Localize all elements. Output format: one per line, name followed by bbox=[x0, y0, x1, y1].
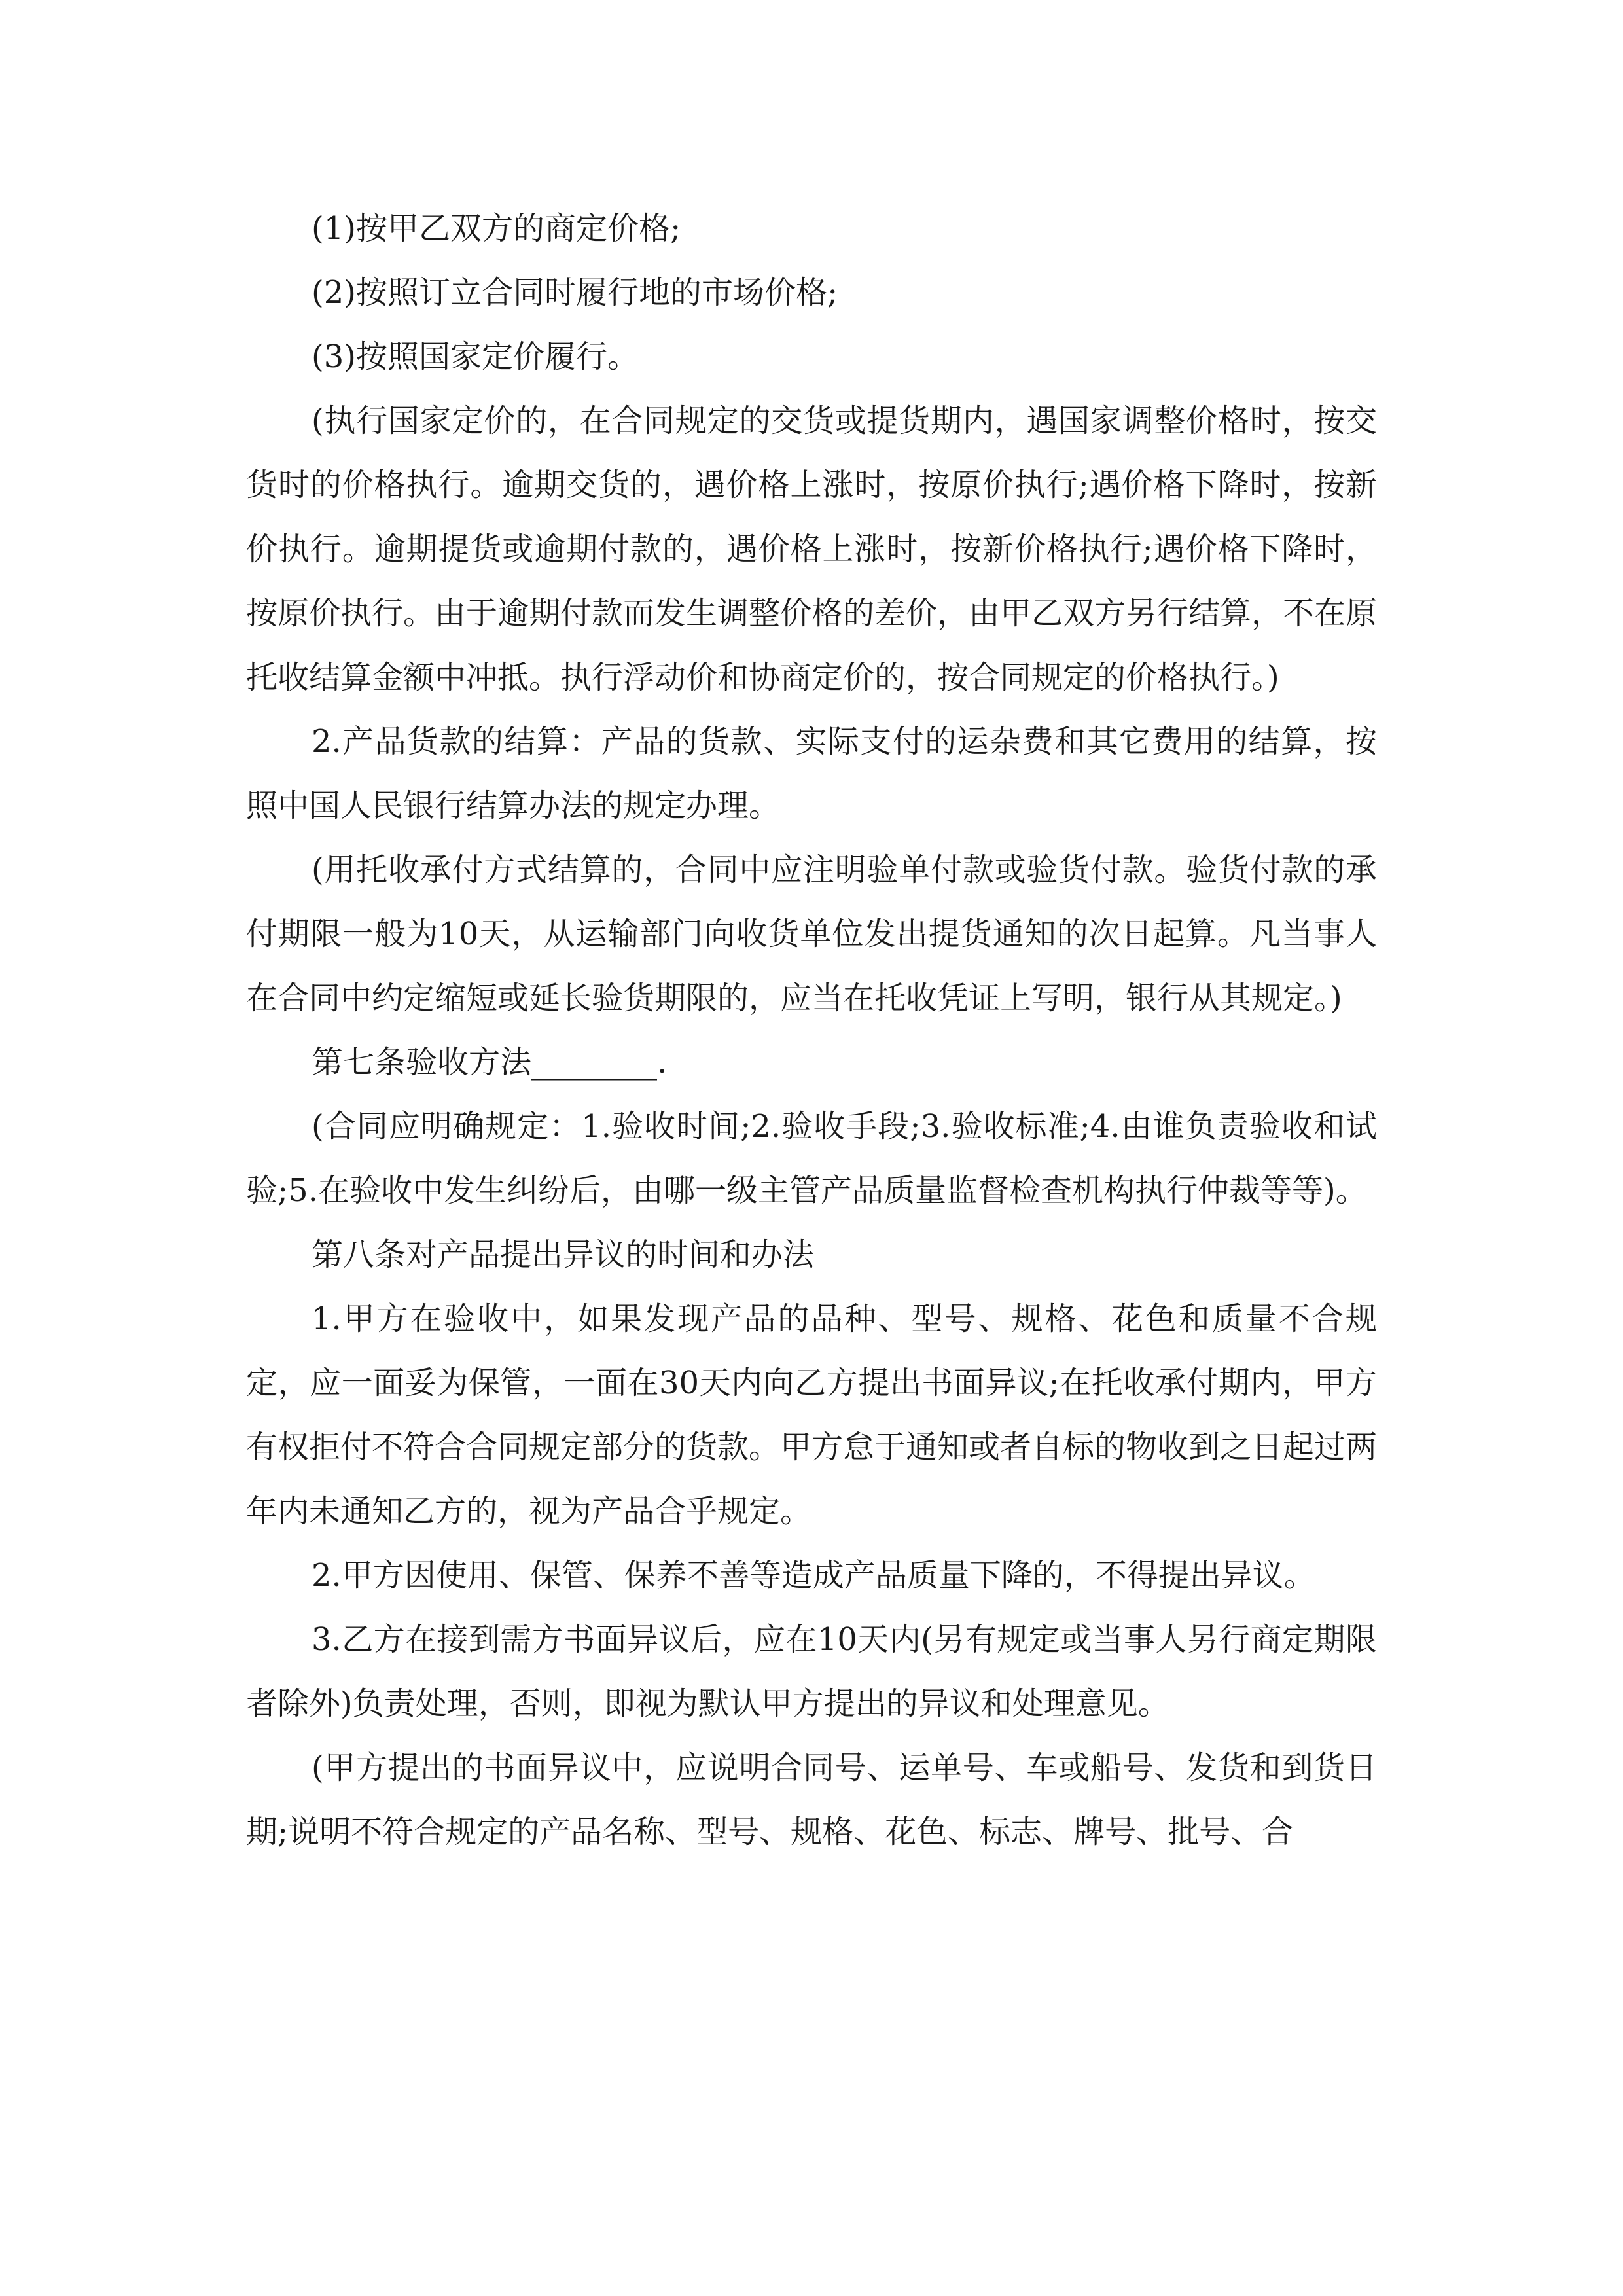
paragraph-price-option-2: (2)按照订立合同时履行地的市场价格; bbox=[312, 274, 838, 311]
paragraph-price-option-3: (3)按照国家定价履行。 bbox=[312, 338, 639, 375]
paragraph-objection-1: 1.甲方在验收中，如果发现产品的品种、型号、规格、花色和质量不合规定，应一面妥为保管，一面在30天内向乙方提出书面异议;在托收承付期内，甲方有权拒付不符合合同规定部分的货款。甲方怠于通知或者自标的物收到之日起过两年内未通知乙方的，视为产品合乎规定。 bbox=[246, 1300, 1378, 1530]
paragraph-objection-2: 2.甲方因使用、保管、保养不善等造成产品质量下降的，不得提出异议。 bbox=[312, 1557, 1315, 1594]
document-page bbox=[246, 196, 1377, 1864]
paragraph-collection-note: (用托收承付方式结算的，合同中应注明验单付款或验货付款。验货付款的承付期限一般为10天，从运输部门向收货单位发出提货通知的次日起算。凡当事人在合同中约定缩短或延长验货期限的，应当在托收凭证上写明，银行从其规定。) bbox=[246, 852, 1377, 1016]
heading-article-7: 第七条验收方法________. bbox=[312, 1044, 668, 1081]
paragraph-objection-note: (甲方提出的书面异议中，应说明合同号、运单号、车或船号、发货和到货日期;说明不符合规定的产品名称、型号、规格、花色、标志、牌号、批号、合 bbox=[246, 1749, 1377, 1850]
heading-article-8: 第八条对产品提出异议的时间和办法 bbox=[312, 1236, 815, 1273]
paragraph-price-option-1: (1)按甲乙双方的商定价格; bbox=[312, 210, 681, 247]
paragraph-payment-settlement: 2.产品货款的结算：产品的货款、实际支付的运杂费和其它费用的结算，按照中国人民银行结算办法的规定办理。 bbox=[246, 723, 1377, 824]
paragraph-state-price-note: (执行国家定价的，在合同规定的交货或提货期内，遇国家调整价格时，按交货时的价格执行。逾期交货的，遇价格上涨时，按原价执行;遇价格下降时，按新价执行。逾期提货或逾期付款的，遇价格上涨时，按新价格执行;遇价格下降时，按原价执行。由于逾期付款而发生调整价格的差价，由甲乙双方另行结算，不在原托收结算金额中冲抵。执行浮动价和协商定价的，按合同规定的价格执行。) bbox=[246, 403, 1378, 696]
paragraph-objection-3: 3.乙方在接到需方书面异议后，应在10天内(另有规定或当事人另行商定期限者除外)负责处理，否则，即视为默认甲方提出的异议和处理意见。 bbox=[246, 1621, 1377, 1722]
paragraph-acceptance-note: (合同应明确规定：1.验收时间;2.验收手段;3.验收标准;4.由谁负责验收和试验;5.在验收中发生纠纷后，由哪一级主管产品质量监督检查机构执行仲裁等等)。 bbox=[246, 1108, 1377, 1209]
